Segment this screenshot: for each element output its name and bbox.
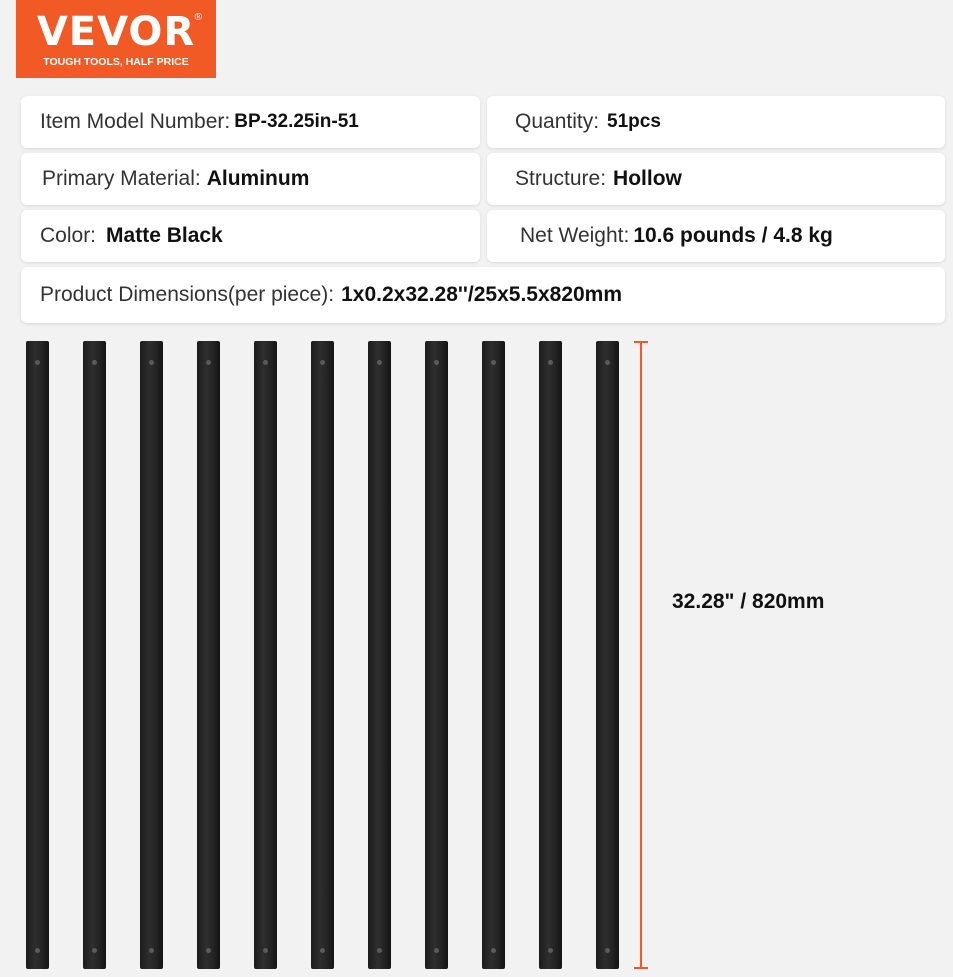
- baluster-bar: [482, 341, 505, 969]
- baluster-bar: [311, 341, 334, 969]
- screw-hole: [92, 948, 97, 953]
- spec-value: 1x0.2x32.28''/25x5.5x820mm: [341, 283, 623, 306]
- baluster-bar: [197, 341, 220, 969]
- spec-label: Product Dimensions(per piece):: [40, 283, 335, 306]
- spec-value: Matte Black: [106, 224, 223, 247]
- spec-label: Quantity:: [515, 110, 600, 133]
- spec-label: Primary Material:: [42, 167, 201, 190]
- spec-color: [21, 210, 480, 262]
- measure-label: 32.28" / 820mm: [672, 590, 825, 613]
- screw-hole: [548, 360, 553, 365]
- screw-hole: [263, 948, 268, 953]
- screw-hole: [434, 360, 439, 365]
- screw-hole: [149, 948, 154, 953]
- screw-hole: [605, 948, 610, 953]
- screw-hole: [491, 948, 496, 953]
- spec-value: BP-32.25in-51: [234, 111, 359, 132]
- screw-hole: [548, 948, 553, 953]
- screw-hole: [206, 360, 211, 365]
- baluster-bar: [368, 341, 391, 969]
- brand-tagline: TOUGH TOOLS, HALF PRICE: [43, 56, 189, 68]
- spec-model-number: [21, 96, 480, 148]
- baluster-bar: [596, 341, 619, 969]
- spec-structure: [487, 153, 945, 205]
- baluster-bar: [26, 341, 49, 969]
- screw-hole: [377, 360, 382, 365]
- measure-line: [640, 341, 642, 969]
- spec-quantity: [487, 96, 945, 148]
- screw-hole: [35, 360, 40, 365]
- spec-product-dimensions: [21, 267, 945, 323]
- screw-hole: [320, 948, 325, 953]
- baluster-bar: [425, 341, 448, 969]
- measure-cap-bottom: [634, 967, 648, 969]
- baluster-bar: [254, 341, 277, 969]
- spec-label: Item Model Number:: [40, 110, 231, 133]
- screw-hole: [434, 948, 439, 953]
- spec-label: Color:: [40, 224, 97, 247]
- baluster-bar: [539, 341, 562, 969]
- screw-hole: [377, 948, 382, 953]
- spec-value: Aluminum: [206, 167, 310, 190]
- screw-hole: [491, 360, 496, 365]
- spec-net-weight: [487, 210, 945, 262]
- spec-label: Structure:: [515, 167, 607, 190]
- spec-label: Net Weight:: [520, 224, 630, 247]
- spec-value: 10.6 pounds / 4.8 kg: [633, 224, 833, 247]
- baluster-bar: [140, 341, 163, 969]
- spec-value: Hollow: [613, 167, 682, 190]
- baluster-bar: [83, 341, 106, 969]
- screw-hole: [92, 360, 97, 365]
- registered-mark: ®: [194, 12, 202, 23]
- brand-logo: [16, 0, 216, 78]
- screw-hole: [206, 948, 211, 953]
- spec-value: 51pcs: [607, 111, 661, 132]
- screw-hole: [149, 360, 154, 365]
- spec-primary-material: [21, 153, 480, 205]
- screw-hole: [605, 360, 610, 365]
- screw-hole: [35, 948, 40, 953]
- screw-hole: [320, 360, 325, 365]
- screw-hole: [263, 360, 268, 365]
- brand-name: VEVOR: [36, 9, 196, 55]
